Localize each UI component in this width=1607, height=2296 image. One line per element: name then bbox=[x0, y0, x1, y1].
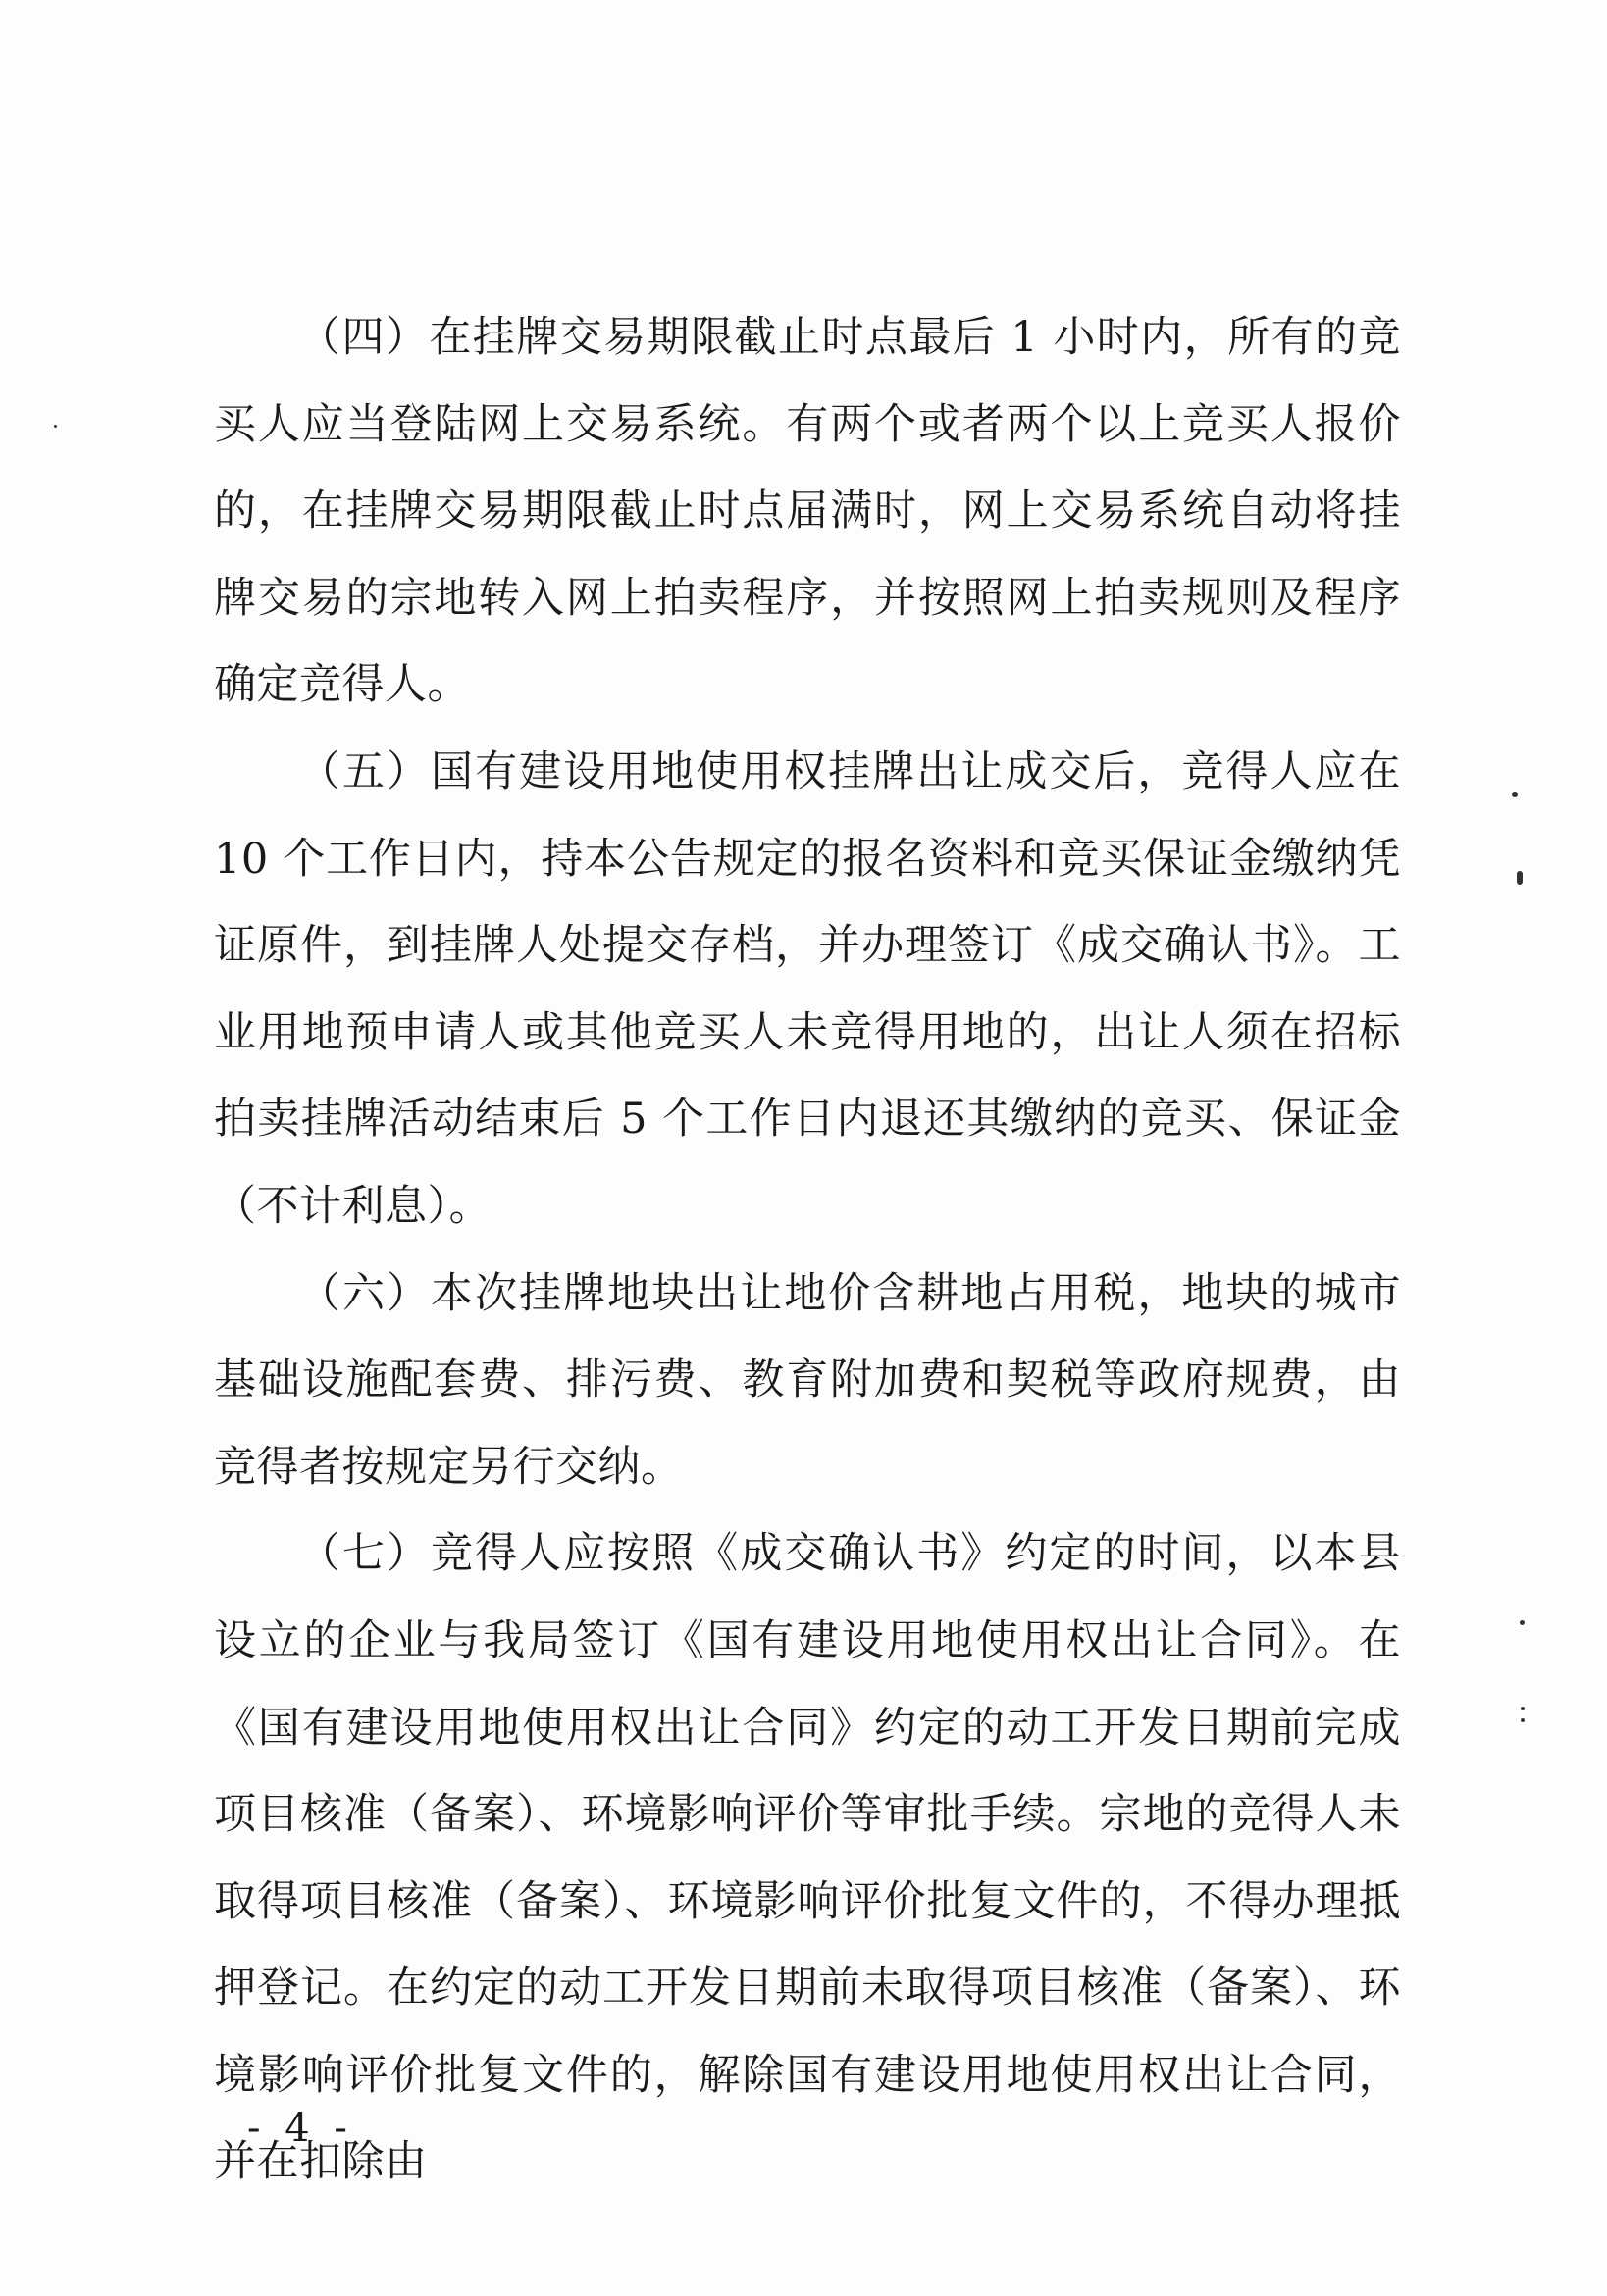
scan-speck bbox=[1517, 871, 1523, 885]
paragraph-5: （五）国有建设用地使用权挂牌出让成交后，竞得人应在 10 个工作日内，持本公告规定的报名资料和竞买保证金缴纳凭证原件，到挂牌人处提交存档，并办理签订《成交确认书》。工业用地预申请人或其他竞买人未竞得用地的，出让人须在招标拍卖挂牌活动结束后 5 个工作日内退还其缴纳的竞买、保证金（不计利息）。 bbox=[214, 746, 1401, 1231]
paragraph-7: （七）竞得人应按照《成交确认书》约定的时间，以本县设立的企业与我局签订《国有建设用地使用权出让合同》。在《国有建设用地使用权出让合同》约定的动工开发日期前完成项目核准（备案）、环境影响评价等审批手续。宗地的竞得人未取得项目核准（备案）、环境影响评价批复文件的，不得办理抵押登记。在约定的动工开发日期前未取得项目核准（备案）、环境影响评价批复文件的，解除国有建设用地使用权出让合同，并在扣除由 bbox=[214, 1529, 1401, 2187]
scan-speck bbox=[1521, 1707, 1525, 1710]
scan-speck bbox=[1521, 1718, 1525, 1722]
document-body bbox=[214, 294, 1401, 2206]
scan-speck bbox=[54, 425, 57, 428]
paragraph-6: （六）本次挂牌地块出让地价含耕地占用税，地块的城市基础设施配套费、排污费、教育附加费和契税等政府规费，由竞得者按规定另行交纳。 bbox=[214, 1268, 1401, 1492]
page-number: - 4 - bbox=[247, 2106, 353, 2151]
scan-speck bbox=[1520, 1620, 1525, 1625]
scan-speck bbox=[1512, 792, 1518, 797]
paragraph-4: （四）在挂牌交易期限截止时点最后 1 小时内，所有的竞买人应当登陆网上交易系统。有两个或者两个以上竞买人报价的，在挂牌交易期限截止时点届满时，网上交易系统自动将挂牌交易的宗地转入网上拍卖程序，并按照网上拍卖规则及程序确定竞得人。 bbox=[214, 313, 1401, 710]
